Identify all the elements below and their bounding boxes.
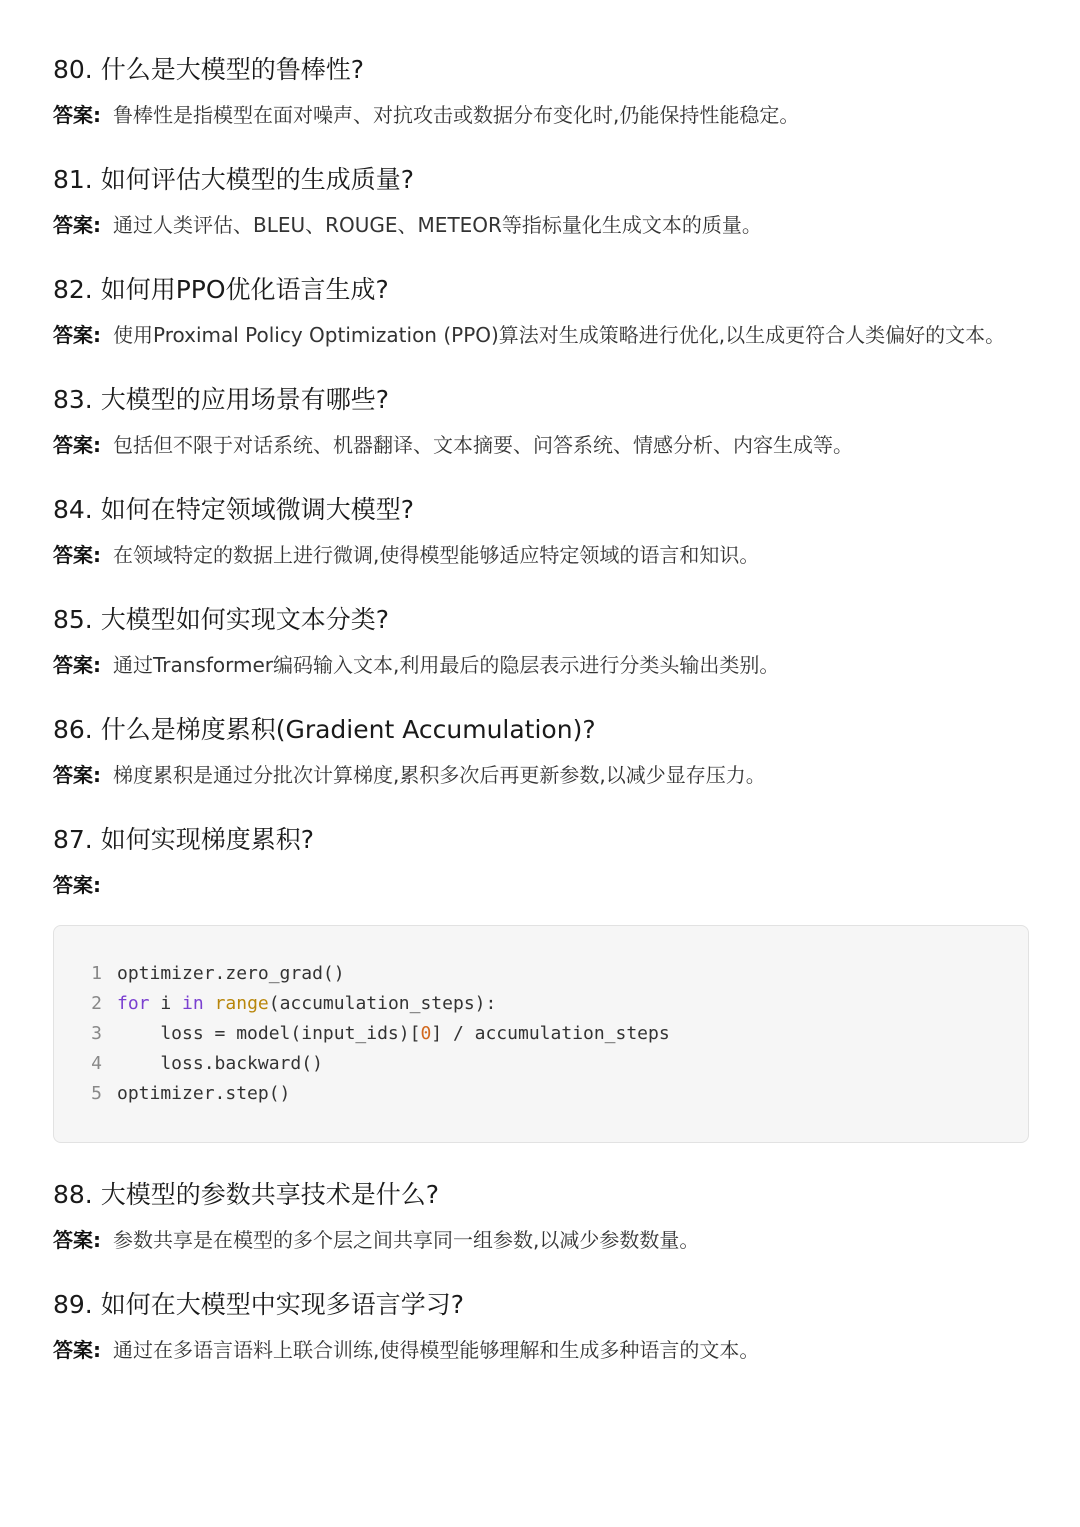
- qa-item-81: [53, 162, 1029, 243]
- qa-item-86: [53, 712, 1029, 793]
- qa-item-84: [53, 492, 1029, 573]
- answer-text: 鲁棒性是指模型在面对噪声、对抗攻击或数据分布变化时,仍能保持性能稳定。: [113, 103, 800, 127]
- answer-paragraph: [53, 538, 1029, 573]
- answer-paragraph: [53, 428, 1029, 463]
- answer-paragraph: [53, 1333, 1029, 1368]
- answer-text: 参数共享是在模型的多个层之间共享同一组参数,以减少参数数量。: [113, 1228, 700, 1252]
- question-heading: 80. 什么是大模型的鲁棒性?: [53, 55, 364, 84]
- answer-text: 通过Transformer编码输入文本,利用最后的隐层表示进行分类头输出类别。: [113, 653, 780, 677]
- code-text: loss = model(input_ids)[: [117, 1023, 421, 1044]
- answer-label: 答案:: [53, 763, 101, 787]
- answer-text: 包括但不限于对话系统、机器翻译、文本摘要、问答系统、情感分析、内容生成等。: [113, 433, 853, 457]
- question-heading: 82. 如何用PPO优化语言生成?: [53, 275, 389, 304]
- answer-label: 答案:: [53, 323, 101, 347]
- answer-label: 答案:: [53, 213, 101, 237]
- qa-item-88: [53, 1177, 1029, 1258]
- line-number: 2: [91, 993, 102, 1014]
- code-number: 0: [420, 1023, 432, 1044]
- code-builtin: range: [214, 993, 269, 1014]
- qa-item-80: [53, 52, 1029, 133]
- line-number: 4: [91, 1053, 102, 1074]
- answer-paragraph: [53, 868, 1029, 903]
- code-keyword: in: [182, 993, 204, 1014]
- code-text: ] / accumulation_steps: [431, 1023, 670, 1044]
- line-number: 1: [91, 963, 102, 984]
- answer-paragraph: [53, 98, 1029, 133]
- answer-paragraph: [53, 208, 1029, 243]
- question-heading: 84. 如何在特定领域微调大模型?: [53, 495, 414, 524]
- code-text: [204, 989, 215, 1019]
- answer-label: 答案:: [53, 543, 101, 567]
- document-page: [53, 52, 1029, 1368]
- code-line: [54, 989, 1028, 1019]
- qa-item-85: [53, 602, 1029, 683]
- answer-label: 答案:: [53, 1338, 101, 1362]
- answer-text: 使用Proximal Policy Optimization (PPO)算法对生成策略进行优化,以生成更符合人类偏好的文本。: [113, 323, 1006, 347]
- code-line: [54, 959, 1028, 989]
- code-text: loss.backward(): [117, 1053, 323, 1074]
- question-heading: 89. 如何在大模型中实现多语言学习?: [53, 1290, 464, 1319]
- answer-label: 答案:: [53, 1228, 101, 1252]
- answer-label: 答案:: [53, 653, 101, 677]
- answer-label: 答案:: [53, 103, 101, 127]
- code-line: [54, 1049, 1028, 1079]
- answer-paragraph: [53, 758, 1029, 793]
- code-line: [54, 1019, 1028, 1049]
- code-text: (accumulation_steps):: [268, 993, 497, 1014]
- code-text: optimizer.zero_grad(): [117, 963, 345, 984]
- answer-paragraph: [53, 318, 1029, 353]
- code-text: optimizer.step(): [117, 1083, 291, 1104]
- code-block[interactable]: [53, 925, 1029, 1143]
- answer-paragraph: [53, 648, 1029, 683]
- question-heading: 85. 大模型如何实现文本分类?: [53, 605, 389, 634]
- answer-label: 答案:: [53, 433, 101, 457]
- answer-paragraph: [53, 1223, 1029, 1258]
- code-line: [54, 1079, 1028, 1109]
- answer-label: 答案:: [53, 873, 101, 897]
- answer-text: 通过在多语言语料上联合训练,使得模型能够理解和生成多种语言的文本。: [113, 1338, 760, 1362]
- answer-text: 通过人类评估、BLEU、ROUGE、METEOR等指标量化生成文本的质量。: [113, 213, 762, 237]
- line-number: 5: [91, 1083, 102, 1104]
- qa-item-82: [53, 272, 1029, 353]
- answer-text: 在领域特定的数据上进行微调,使得模型能够适应特定领域的语言和知识。: [113, 543, 760, 567]
- question-heading: 81. 如何评估大模型的生成质量?: [53, 165, 414, 194]
- qa-item-87: [53, 822, 1029, 1143]
- qa-item-83: [53, 382, 1029, 463]
- question-heading: 88. 大模型的参数共享技术是什么?: [53, 1180, 439, 1209]
- question-heading: 86. 什么是梯度累积(Gradient Accumulation)?: [53, 715, 596, 744]
- code-keyword: for: [117, 993, 150, 1014]
- code-text: i: [149, 993, 183, 1014]
- answer-text: 梯度累积是通过分批次计算梯度,累积多次后再更新参数,以减少显存压力。: [113, 763, 766, 787]
- question-heading: 87. 如何实现梯度累积?: [53, 825, 314, 854]
- question-heading: 83. 大模型的应用场景有哪些?: [53, 385, 389, 414]
- qa-item-89: [53, 1287, 1029, 1368]
- line-number: 3: [91, 1023, 102, 1044]
